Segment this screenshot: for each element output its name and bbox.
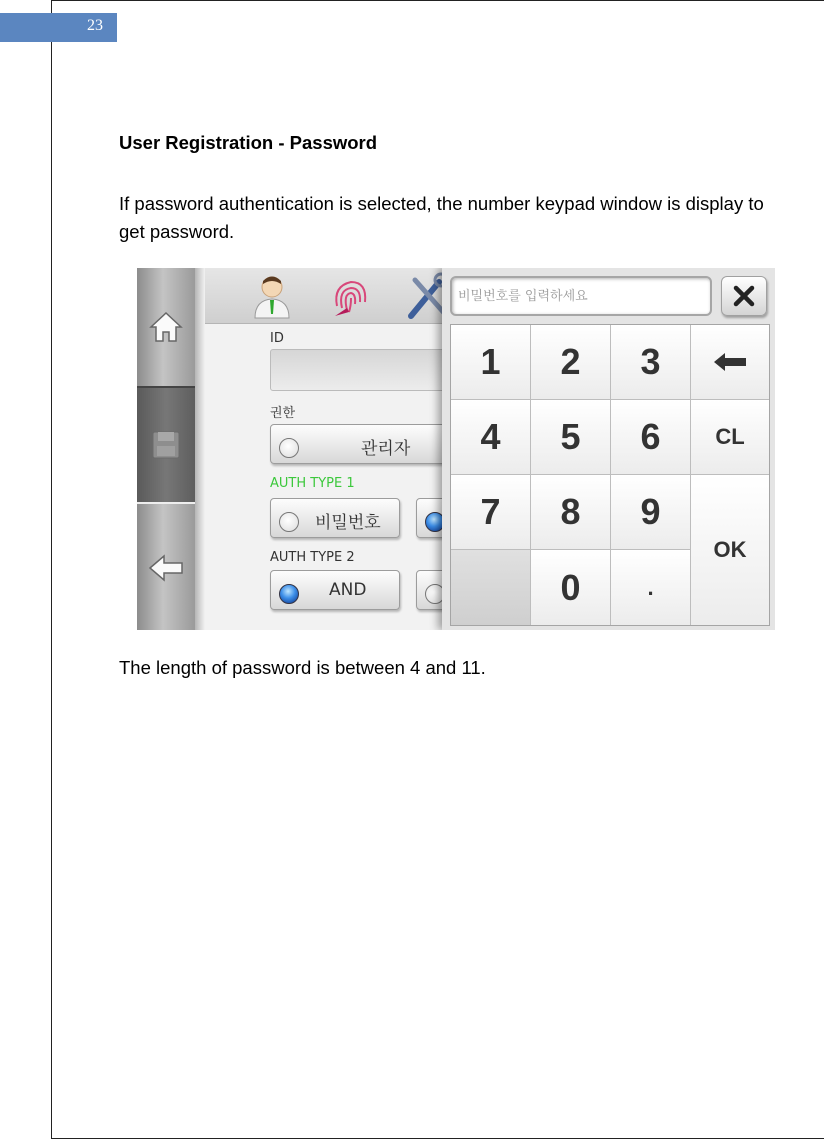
role-admin-label: 관리자	[361, 439, 411, 459]
fingerprint-icon	[325, 272, 375, 320]
auth-type2-label: AUTH TYPE 2	[270, 550, 355, 565]
keypad-window	[442, 268, 775, 630]
ok-key[interactable]: OK	[691, 475, 769, 625]
key-3[interactable]: 3	[611, 325, 690, 399]
left-sidebar	[137, 268, 195, 630]
key-4[interactable]: 4	[451, 400, 530, 474]
device-screenshot	[137, 268, 775, 630]
role-admin-option[interactable]	[270, 424, 470, 464]
close-button[interactable]	[721, 276, 767, 316]
page-number: 23	[0, 13, 117, 42]
user-icon	[247, 272, 297, 320]
home-button[interactable]	[137, 268, 195, 386]
key-8[interactable]: 8	[531, 475, 610, 549]
fingerprint-tab[interactable]	[325, 272, 375, 320]
auth1-password-label: 비밀번호	[315, 513, 381, 533]
blank-key	[451, 550, 530, 625]
back-button[interactable]	[137, 506, 195, 630]
auth1-password-option[interactable]	[270, 498, 400, 538]
key-9[interactable]: 9	[611, 475, 690, 549]
save-button[interactable]	[137, 386, 195, 504]
radio-unselected-icon	[279, 512, 299, 532]
auth2-and-option[interactable]	[270, 570, 400, 610]
section-heading: User Registration - Password	[119, 132, 378, 153]
key-7[interactable]: 7	[451, 475, 530, 549]
auth2-and-label: AND	[329, 580, 367, 600]
user-tab[interactable]	[247, 272, 297, 320]
role-label: 권한	[270, 406, 296, 421]
key-0[interactable]: 0	[531, 550, 610, 625]
sidebar-shadow	[195, 268, 205, 630]
radio-unselected-icon	[279, 438, 299, 458]
id-label: ID	[270, 331, 284, 346]
clear-key[interactable]: CL	[691, 400, 769, 474]
back-arrow-icon	[148, 553, 184, 583]
radio-selected-icon	[279, 584, 299, 604]
password-input[interactable]	[450, 276, 712, 316]
body-paragraph: If password authentication is selected, the number keypad window is display to get password.	[119, 193, 764, 242]
password-length-note: The length of password is between 4 and 11.	[119, 657, 486, 678]
auth-type1-label: AUTH TYPE 1	[270, 476, 355, 491]
save-icon	[150, 429, 182, 461]
key-dot[interactable]: .	[611, 550, 690, 625]
id-field[interactable]	[270, 349, 470, 391]
key-2[interactable]: 2	[531, 325, 610, 399]
number-keypad	[450, 324, 770, 626]
key-6[interactable]: 6	[611, 400, 690, 474]
close-icon	[732, 284, 756, 308]
backspace-key[interactable]	[691, 325, 769, 399]
key-5[interactable]: 5	[531, 400, 610, 474]
backspace-arrow-icon	[713, 352, 747, 372]
key-1[interactable]: 1	[451, 325, 530, 399]
home-icon	[149, 310, 183, 344]
